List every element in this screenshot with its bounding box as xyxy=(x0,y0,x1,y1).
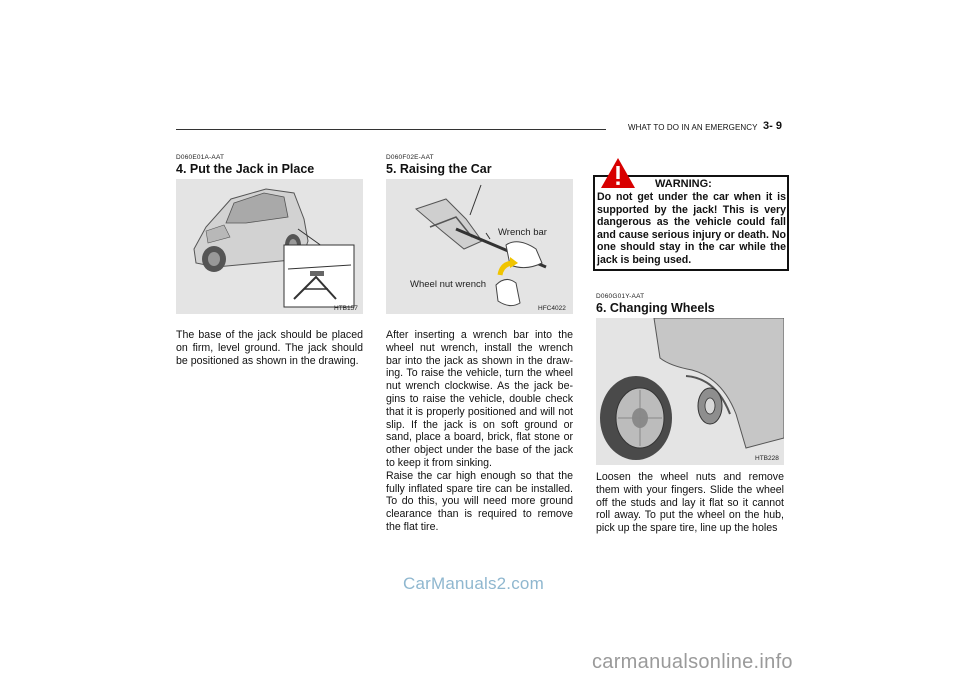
section-heading: 5. Raising the Car xyxy=(386,162,492,176)
section-code: D060E01A-AAT xyxy=(176,154,225,161)
header-rule xyxy=(176,129,606,130)
raising-car-illustration xyxy=(386,179,573,314)
section-title: WHAT TO DO IN AN EMERGENCY xyxy=(628,123,758,132)
warning-title: WARNING: xyxy=(655,178,712,190)
section-code: D060G01Y-AAT xyxy=(596,293,645,300)
watermark-carmanuals2[interactable]: CarManuals2.com xyxy=(403,574,544,593)
section-code: D060F02E-AAT xyxy=(386,154,434,161)
body-paragraph: After inserting a wrench bar into the wheel nut wrench, install the wrench bar into the jack as shown in the draw-ing. To raise the vehicle, turn the wheel nut wrench clockwise. As the jack be-gins to raise the vehicle, double check that it is properly positioned and will not slip. If the jack is on soft ground or sand, place a board, brick, flat stone or other object under the base of the jack to keep it from sinking. xyxy=(386,329,573,469)
body-paragraph: Raise the car high enough so that the fully inflated spare tire can be installed. To do this, you will need more ground clearance than is required to remove the flat tire. xyxy=(386,469,573,533)
figure-code: HFC4022 xyxy=(538,305,566,312)
section-heading: 4. Put the Jack in Place xyxy=(176,162,315,176)
warning-icon xyxy=(600,157,636,189)
body-text: The base of the jack should be placed on firm, level ground. The jack should be positioned as shown in the drawing. xyxy=(176,329,363,367)
body-text: Loosen the wheel nuts and remove them with your fingers. Slide the wheel off the studs and lay it flat so it cannot roll away. To put the wheel on the hub, pick up the spare tire, line up the holes xyxy=(596,471,784,535)
section-heading: 6. Changing Wheels xyxy=(596,301,715,315)
warning-text: Do not get under the car when it is supported by the jack! This is very dangerous as the vehicle could fall and cause serious injury or death. No one should stay in the car while the jack is being used. xyxy=(597,191,786,266)
watermark-carmanualsonline[interactable]: carmanualsonline.info xyxy=(592,651,793,673)
changing-wheels-illustration xyxy=(596,318,784,465)
body-text xyxy=(386,329,573,534)
wrench-bar-label: Wrench bar xyxy=(498,227,547,238)
jack-placement-illustration xyxy=(176,179,363,314)
figure-code: HTB228 xyxy=(755,455,779,462)
figure-code: HTB157 xyxy=(334,305,358,312)
page-number: 3- 9 xyxy=(763,120,782,132)
wheel-nut-wrench-label: Wheel nut wrench xyxy=(410,279,487,290)
